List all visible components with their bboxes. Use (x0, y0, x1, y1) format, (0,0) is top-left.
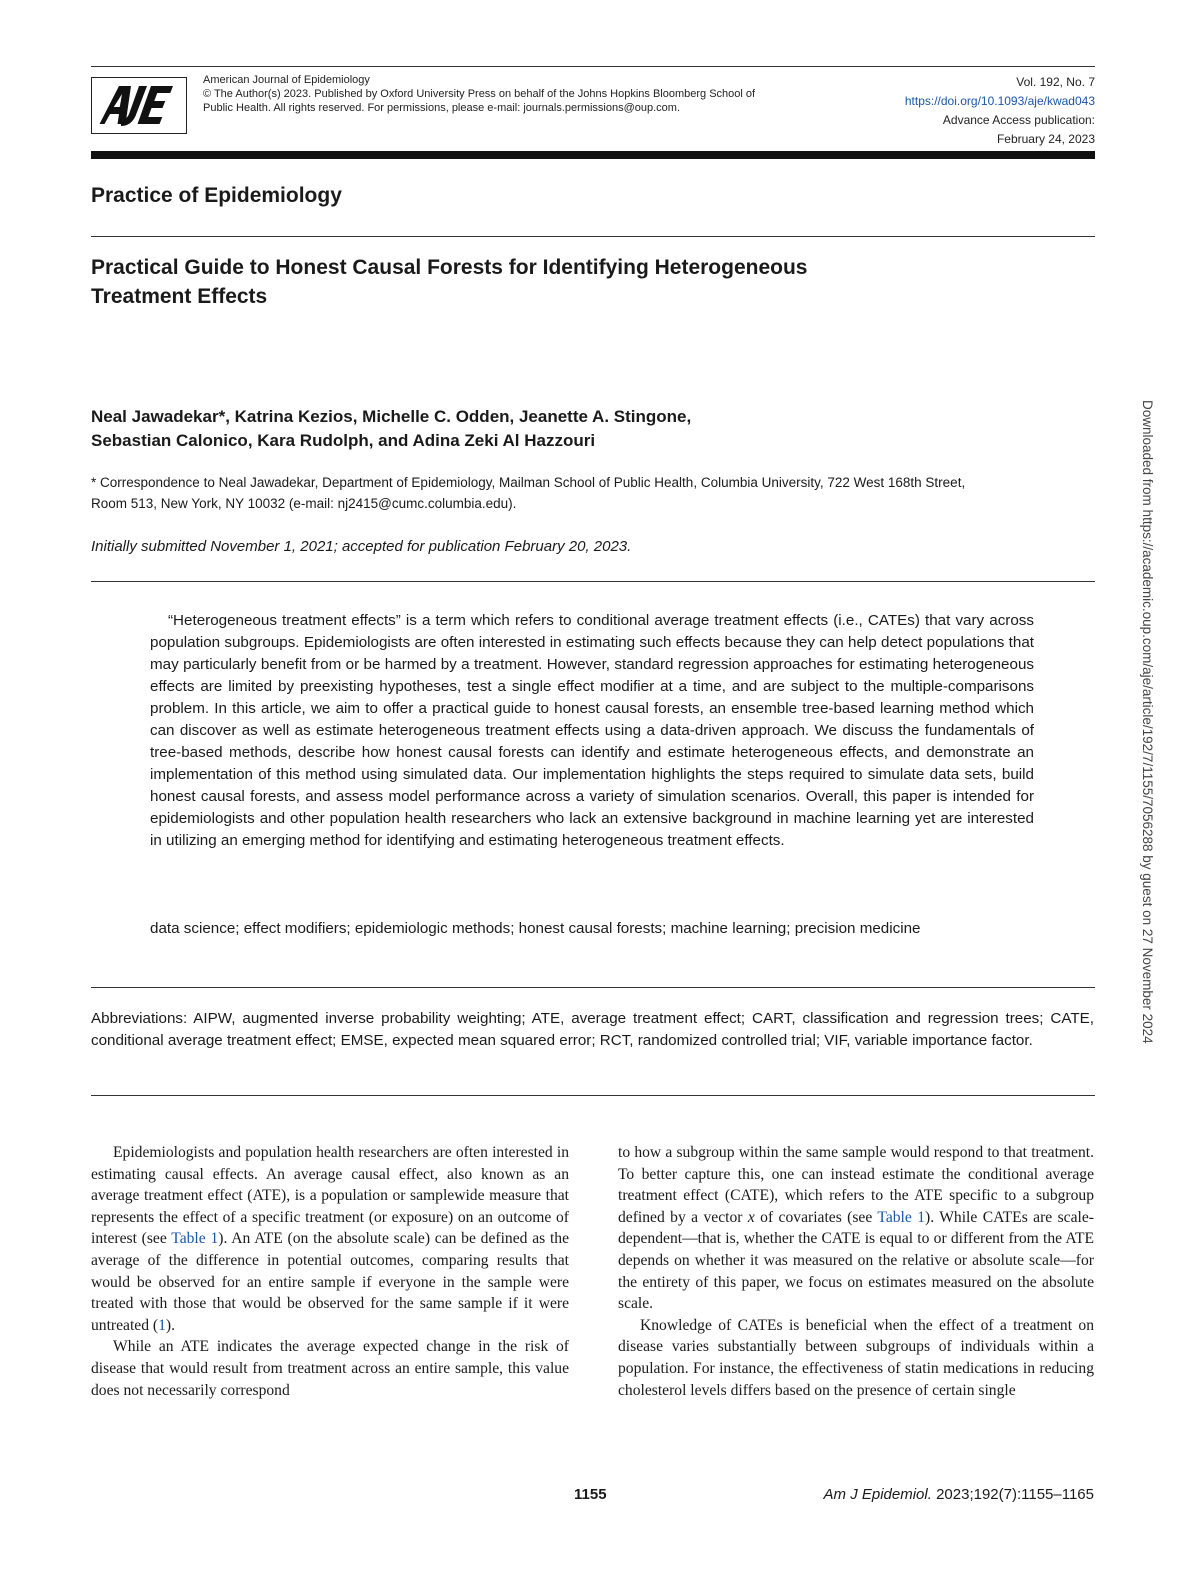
doi-link[interactable]: https://doi.org/10.1093/aje/kwad043 (904, 94, 1095, 108)
table-1-link[interactable]: Table 1 (877, 1208, 925, 1226)
divider (91, 1095, 1095, 1096)
journal-name: American Journal of Epidemiology (203, 74, 370, 86)
body-paragraph: While an ATE indicates the average expected change in the risk of disease that would result from treatment across an entire sample, this value does not necessarily correspond (91, 1338, 569, 1399)
title-line-1: Practical Guide to Honest Causal Forests for Identifying Heterogeneous (91, 256, 808, 279)
download-notice: Downloaded from https://academic.oup.com/aje/article/192/7/1155/7056288 by guest on 27 November 2024 (1140, 400, 1155, 1044)
section-label: Practice of Epidemiology (91, 184, 342, 207)
title-line-2: Treatment Effects (91, 285, 268, 308)
journal-logo (91, 77, 187, 134)
body-column-left (91, 1142, 569, 1401)
reference-1-link[interactable]: 1 (158, 1316, 166, 1334)
copyright-line-2: Public Health. All rights reserved. For permissions, please e-mail: journals.permissions@oup.com. (203, 102, 681, 114)
volume-info (835, 73, 1095, 149)
journal-abbrev: Am J Epidemiol. (823, 1486, 932, 1503)
volume-number: Vol. 192, No. 7 (1016, 75, 1095, 89)
body-column-right (618, 1142, 1094, 1401)
body-paragraph: to how a subgroup within the same sample would respond to that treatment. To better capture this, one can instead estimate the conditional average treatment effect (CATE), which refers to the ATE specific to a subgroup defined by a vector x of covariates (see Table 1). While CATEs are scale-dependent—that is, whether the CATE is equal to or different from the ATE depends on whether it was measured on the relative or absolute scale—for the entirety of this paper, we focus on estimates measured on the absolute scale. (618, 1144, 1094, 1313)
header-divider (91, 151, 1095, 159)
divider (91, 987, 1095, 988)
abbreviations: Abbreviations: AIPW, augmented inverse probability weighting; ATE, average treatment effect; CART, classification and regression trees; CATE, conditional average treatment effect; EMSE, expected mean squared error; RCT, randomized controlled trial; VIF, variable importance factor. (91, 1010, 1094, 1049)
download-watermark (1131, 400, 1157, 1170)
publication-date: February 24, 2023 (996, 132, 1095, 146)
authors-line-2: Sebastian Calonico, Kara Rudolph, and Adina Zeki Al Hazzouri (91, 431, 596, 450)
divider (91, 236, 1095, 237)
correspondence-note: * Correspondence to Neal Jawadekar, Department of Epidemiology, Mailman School of Public Health, Columbia University, 722 West 168th Street, Room 513, New York, NY 10032 (e-mail: nj2415@cumc.columbia.edu). (91, 475, 966, 511)
table-1-link[interactable]: Table 1 (171, 1230, 219, 1248)
body-paragraph: Epidemiologists and population health researchers are often interested in estimating causal effects. An average causal effect, also known as an average treatment effect (ATE), is a population or samplewide measure that represents the effect of a specific treatment (or exposure) on an outcome of interest (see Table 1). An ATE (on the absolute scale) can be defined as the average of the difference in potential outcomes, comparing results that would be observed for an entire sample if everyone in the sample were treated with those that would be observed for the same sample if it were untreated (1). (91, 1144, 569, 1334)
page-number: 1155 (574, 1486, 607, 1503)
aje-logo-icon (96, 82, 182, 129)
citation (824, 1486, 1094, 1503)
abstract: “Heterogeneous treatment effects” is a term which refers to conditional average treatment effects (i.e., CATEs) that vary across population subgroups. Epidemiologists are often interested in estimating such effects because they can help detect populations that may particularly benefit from or be harmed by a treatment. However, standard regression approaches for estimating heterogeneous effects are limited by preexisting hypotheses, test a single effect modifier at a time, and are subject to the multiple-comparisons problem. In this article, we aim to offer a practical guide to honest causal forests, an ensemble tree-based learning method which can discover as well as estimate heterogeneous treatment effects using a data-driven approach. We discuss the fundamentals of tree-based methods, describe how honest causal forests can identify and estimate heterogeneous effects, and demonstrate an implementation of this method using simulated data. Our implementation highlights the steps required to simulate data sets, build honest causal forests, and assess model performance across a variety of simulation scenarios. Overall, this paper is intended for epidemiologists and other population health researchers who lack an extensive background in machine learning yet are interested in utilizing an emerging method for identifying and estimating heterogeneous treatment effects. (150, 612, 1034, 849)
advance-access-label: Advance Access publication: (942, 113, 1095, 127)
citation-details: 2023;192(7):1155–1165 (931, 1486, 1094, 1503)
copyright-line-1: © The Author(s) 2023. Published by Oxford University Press on behalf of the Johns Hopkins Bloomberg School of (203, 88, 756, 100)
article-title (91, 253, 971, 311)
body-paragraph: Knowledge of CATEs is beneficial when the effect of a treatment on disease varies substantially between subgroups of individuals within a population. For instance, the effectiveness of statin medications in reducing cholesterol levels differs based on the presence of certain single (618, 1316, 1094, 1399)
divider (91, 581, 1095, 582)
submission-dates: Initially submitted November 1, 2021; accepted for publication February 20, 2023. (91, 538, 632, 555)
publication-info (203, 73, 863, 115)
top-rule (91, 66, 1095, 67)
author-list (91, 405, 991, 453)
keywords: data science; effect modifiers; epidemiologic methods; honest causal forests; machine learning; precision medicine (150, 920, 921, 937)
authors-line-1: Neal Jawadekar*, Katrina Kezios, Michelle C. Odden, Jeanette A. Stingone, (91, 407, 692, 426)
